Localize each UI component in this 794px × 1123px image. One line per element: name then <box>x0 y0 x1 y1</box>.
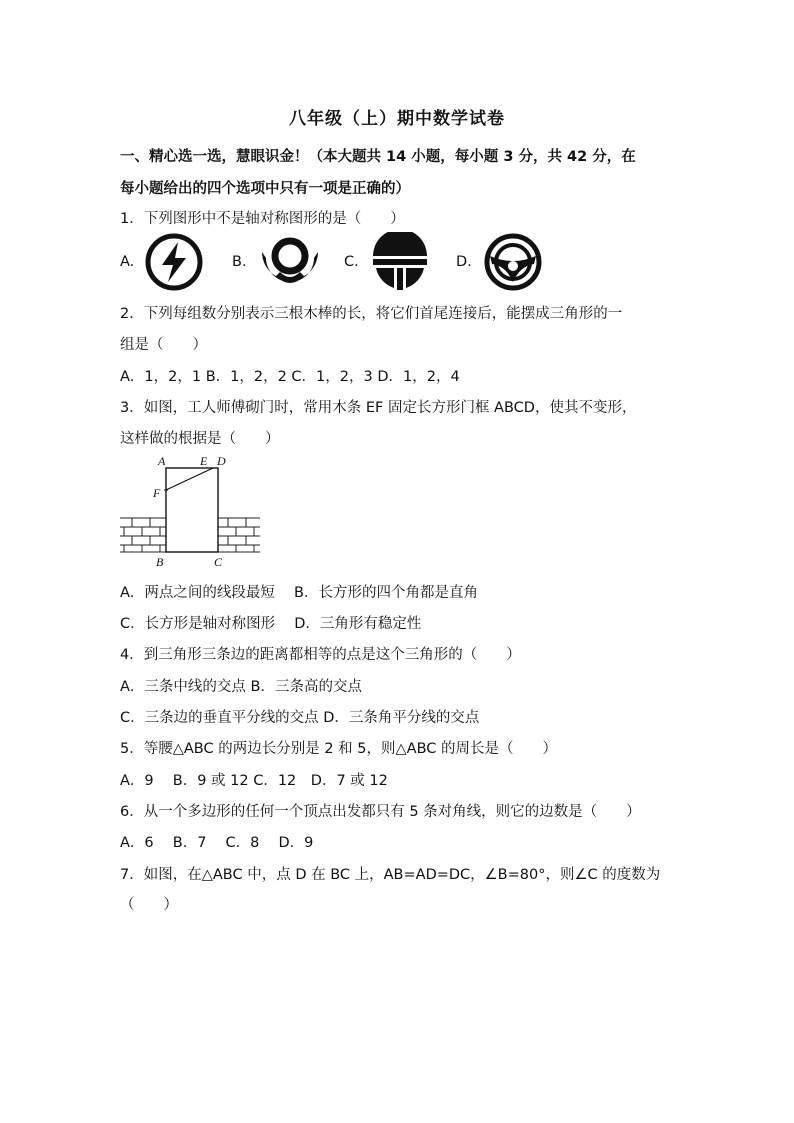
steering-wheel-icon <box>482 232 544 292</box>
label-a: A <box>158 454 166 468</box>
page-title: 八年级（上）期中数学试卷 <box>289 109 505 129</box>
q3-stem-line2: 这样做的根据是（ ） <box>120 431 280 447</box>
t-circle-emblem-icon <box>368 232 432 292</box>
q5-stem: 5．等腰△ABC 的两边长分别是 2 和 5，则△ABC 的周长是（ ） <box>120 741 557 757</box>
q1-option-d-label: D. <box>456 254 472 270</box>
label-d: D <box>217 454 226 468</box>
q1-options <box>120 232 680 296</box>
q6-stem: 6．从一个多边形的任何一个顶点出发都只有 5 条对角线，则它的边数是（ ） <box>120 804 641 820</box>
label-e: E <box>200 454 208 468</box>
section1-heading-line2: 每小题给出的四个选项中只有一项是正确的） <box>120 181 410 197</box>
door-frame-figure <box>120 452 260 570</box>
q5-options: A．9 B．9 或 12 C．12 D．7 或 12 <box>120 773 388 789</box>
q2-options: A．1，2，1 B．1，2，2 C．1，2，3 D．1，2，4 <box>120 369 460 385</box>
brick-wall-right <box>218 518 260 552</box>
q3-stem-line1: 3．如图，工人师傅砌门时，常用木条 EF 固定长方形门框 ABCD，使其不变形， <box>120 400 637 416</box>
q6-options: A．6 B．7 C．8 D．9 <box>120 835 314 851</box>
q4-options-line1: A．三条中线的交点 B．三条高的交点 <box>120 679 362 695</box>
q1-option-b-label: B. <box>232 254 247 270</box>
label-f: F <box>153 486 161 500</box>
q3-options-line1: A．两点之间的线段最短 B．长方形的四个角都是直角 <box>120 585 478 601</box>
q1-option-a-label: A. <box>120 254 135 270</box>
q2-stem-line1: 2．下列每组数分别表示三根木棒的长，将它们首尾连接后，能摆成三角形的一 <box>120 306 623 322</box>
lightning-circle-icon <box>144 232 204 292</box>
q4-stem: 4．到三角形三条边的距离都相等的点是这个三角形的（ ） <box>120 647 521 663</box>
door-frame-abcd <box>166 468 218 552</box>
label-c: C <box>214 555 223 569</box>
q3-options-line2: C．长方形是轴对称图形 D．三角形有稳定性 <box>120 616 422 632</box>
q1-option-c-label: C. <box>344 254 359 270</box>
ring-emblem-icon <box>258 232 322 292</box>
q4-options-line2: C．三条边的垂直平分线的交点 D．三条角平分线的交点 <box>120 710 480 726</box>
q7-stem-line2: （ ） <box>120 897 178 913</box>
q1-stem: 1．下列图形中不是轴对称图形的是（ ） <box>120 211 405 227</box>
section1-heading-line1: 一、精心选一选，慧眼识金！（本大题共 14 小题，每小题 3 分，共 42 分，在 <box>120 149 636 165</box>
brick-wall-left <box>120 518 166 552</box>
q2-stem-line2: 组是（ ） <box>120 337 207 353</box>
label-b: B <box>156 555 164 569</box>
q7-stem-line1: 7．如图，在△ABC 中，点 D 在 BC 上，AB=AD=DC，∠B=80°，则∠C 的度数为 <box>120 867 661 883</box>
